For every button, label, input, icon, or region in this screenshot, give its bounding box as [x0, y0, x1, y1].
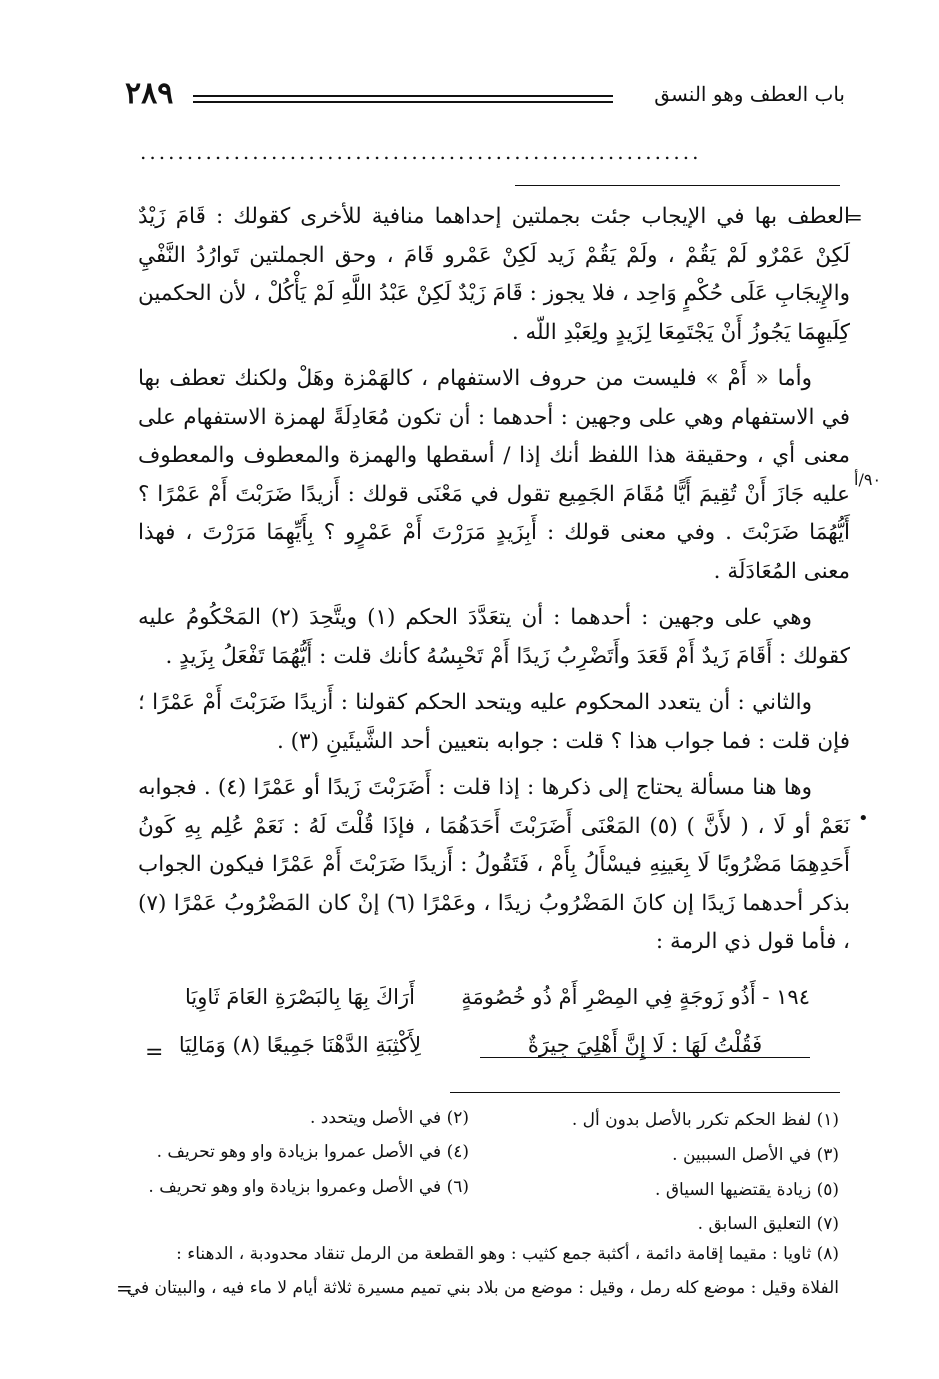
- running-title: باب العطف وهو النسق: [654, 82, 845, 106]
- footnote-8-line-2: الفلاة وقيل : موضع كله رمل ، وقيل : موضع من بلاد بني تميم مسيرة ثلاثة أيام لا ماء فيه ، والبيتان في: [126, 1278, 839, 1298]
- hemistich-1a: ١٩٤ - أَذُو زَوجَةٍ فِي المِصْرِ أَمْ ذُو خُصُومَةٍ: [461, 985, 810, 1009]
- poem-line-1: [120, 985, 810, 1025]
- paragraph-2: وأما « أَمْ » فليست من حروف الاستفهام ، كالهَمْزة وهَلْ ولكنك تعطف بها في الاستفهام وهي على وجهين : أحدهما : أن تكون مُعَادِلَةً لهمزة الاستفهام على معنى أي ، وحقيقة هذا اللفظ أنك إذا / أسقطها والهمزة والمعطوف والمعطوف عليه جَازَ أَنْ تُقِيمَ أَيًّا مُقَامَ الجَمِيع تقول في مَعْنَى قولك : أَزيدًا ضَرَبْتَ أَمْ عَمْرًا ؟ أَيُّهُمَا ضَرَبْتَ . وفي معنى قولك : أَبِزَيدٍ مَرَرْتَ أَمْ عَمْرٍو ؟ بِأَيِّهِمَا مَرَرْتَ ، فهذا معنى المُعَادَلَة .: [138, 366, 850, 584]
- footnote-continuation-mark: =: [116, 1276, 133, 1300]
- page-header: [125, 76, 845, 122]
- footnote-4: (٤) في الأصل عمروا بزيادة واو وهو تحريف .: [156, 1142, 469, 1162]
- paragraph-3: وهي على وجهين : أحدهما : أن يتعَدَّدَ الحكم (١) ويتَّحِدَ (٢) المَحْكُومُ عليه كقولك : أَقَامَ زَيدٌ أَمْ قَعَدَ وأَتَضْرِبُ زَيدًا أَمْ تَحْبِسُهُ كأنك قلت : أَيُّهُمَا تَفْعَلُ بِزَيدٍ .: [138, 605, 850, 669]
- continuation-rule: [515, 185, 840, 186]
- footnote-5: (٥) زيادة يقتضيها السياق .: [655, 1180, 839, 1200]
- footnote-3: (٣) في الأصل السببين .: [672, 1145, 839, 1165]
- footnote-7: (٧) التعليق السابق .: [697, 1214, 839, 1234]
- dotted-separator: ............................................................: [140, 140, 702, 164]
- main-text: [138, 198, 850, 962]
- paragraph-1: العطف بها في الإيجاب جئت بجملتين إحداهما منافية للأخرى كقولك : قَامَ زَيْدٌ لَكِنْ عَمْرٌو لَمْ يَقُمْ ، ولَمْ يَقُمْ زَيد لَكِنْ عَمْرو قَامَ ، وحق الجملتين تَوارُدُ النَّفْيِ والإِيجَابِ عَلَى حُكْمٍ وَاحِد ، فلا يجوز : قَامَ زَيْدٌ لَكِنْ عَبْدُ اللَّهِ لَمْ يَأْكُلْ ، لأن الحكمين كِلَيهِمَا يَجُوزُ أَنْ يَجْتَمِعَا لِزَيدٍ ولِعَبْدِ اللّه .: [138, 204, 850, 345]
- hemistich-2a: فَقُلْتُ لَهَا : لَا إِنَّ أَهْلِيَ جِيرَةٌ: [480, 1033, 810, 1058]
- paragraph-4: والثاني : أن يتعدد المحكوم عليه ويتحد الحكم كقولنا : أَزيدًا ضَرَبْتَ أَمْ عَمْرًا ؛ فإن قلت : فما جواب هذا ؟ قلت : جوابه بتعيين أحد الشَّيئَينِ (٣) .: [138, 690, 850, 754]
- footnote-1: (١) لفظ الحكم تكرر بالأصل بدون أل .: [571, 1110, 839, 1130]
- footnote-rule: [450, 1092, 840, 1093]
- poem-block: [120, 985, 810, 1075]
- paragraph-5: وها هنا مسألة يحتاج إلى ذكرها : إذا قلت : أَضَرَبْتَ زَيدًا أو عَمْرًا (٤) . فجوابه نَعَمْ أو لَا ، ( لأَنَّ ) (٥) المَعْنَى أَضَرَبْتَ أَحَدَهُمَا ، فإذَا قُلْتَ لَهُ : نَعَمْ عُلِم بِهِ كَونُ أَحَدِهِمَا مَضْرُوبًا لَا بِعَينِهِ فيسْأَلُ بِأَمْ ، فَتَقُولُ : أَزيدًا ضَرَبْتَ أَمْ عَمْرًا فيكون الجواب بذكر أحدهما زَيدًا إن كانَ المَضْرُوبُ زيدًا ، وعَمْرًا (٦) إنْ كان المَضْرُوبُ عَمْرًا (٧) ، فأما قول ذي الرمة :: [138, 775, 850, 954]
- footnote-6: (٦) في الأصل وعمروا بزيادة واو وهو تحريف .: [148, 1177, 469, 1197]
- poem-line-2: [120, 1033, 810, 1073]
- page-number: ٢٨٩: [125, 76, 174, 111]
- continuation-mark-top: =: [846, 205, 863, 229]
- manuscript-folio-ref: ٩٠/أ: [854, 470, 882, 489]
- hemistich-1b: أَرَاكَ بِهَا بِالبَصْرَةِ العَامَ ثَاوِيَا: [185, 985, 415, 1009]
- margin-dot: •: [858, 808, 869, 829]
- hemistich-2b: لِأَكْثِبَةِ الدَّهْنَا جَمِيعًا (٨) وَمَالِيَا: [178, 1033, 422, 1057]
- footnote-2: (٢) في الأصل ويتحدد .: [310, 1108, 469, 1128]
- footnote-8-line-1: (٨) ثاويا : مقيما إقامة دائمة ، أكثبة جمع كثيب : وهو القطعة من الرمل تنقاد محدودبة ، الدهناء :: [176, 1244, 839, 1264]
- poem-continuation-mark: =: [145, 1040, 164, 1065]
- header-double-rule: [193, 95, 613, 103]
